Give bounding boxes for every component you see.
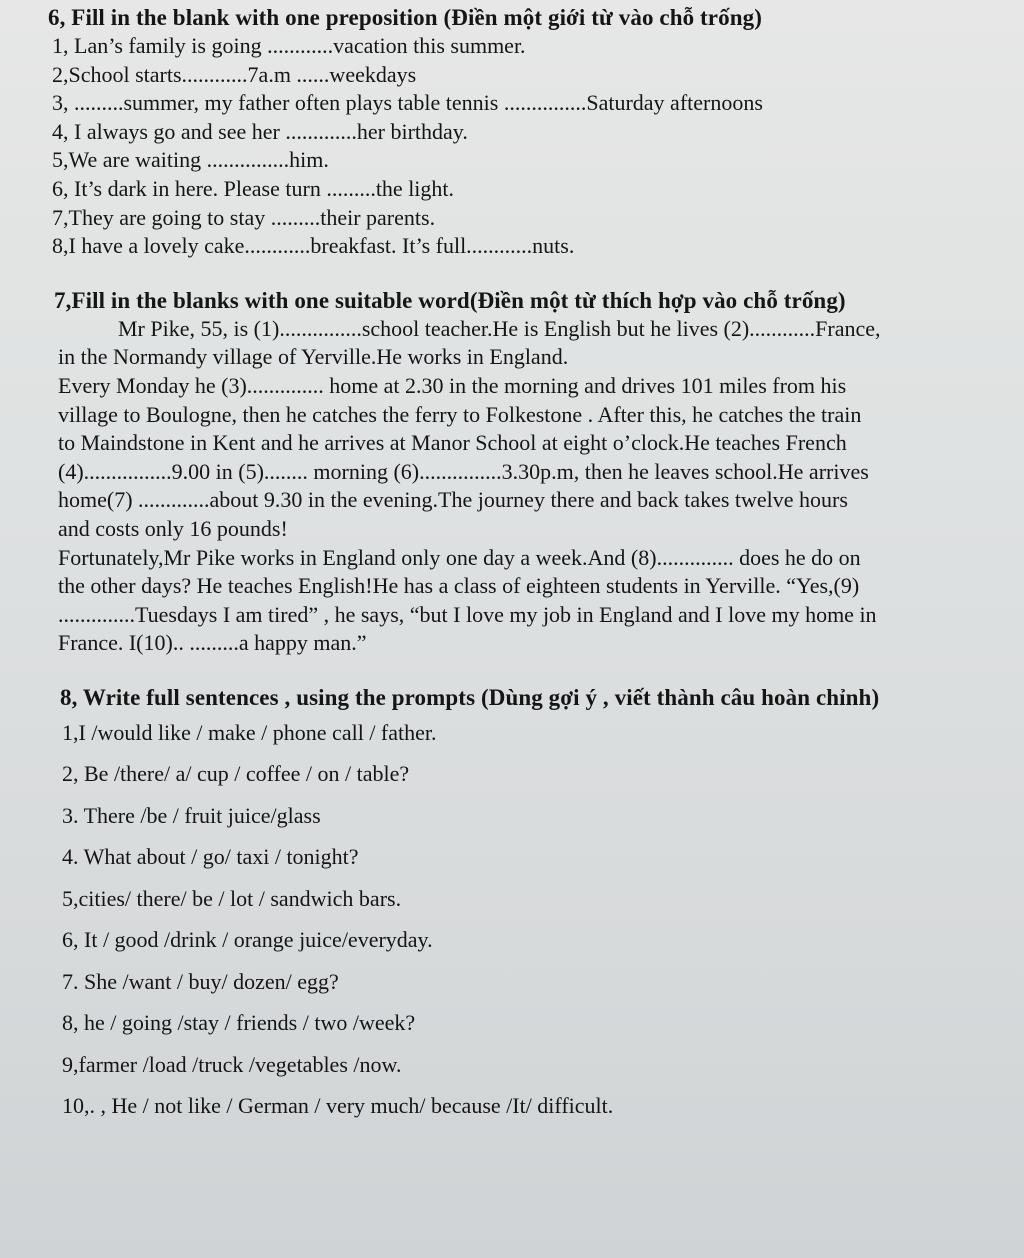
section-8-full-sentences	[46, 684, 996, 1127]
passage-line: home(7) .............about 9.30 in the evening.The journey there and back takes twelve hours	[58, 487, 848, 513]
passage-line: Mr Pike, 55, is (1)...............school teacher.He is English but he lives (2)............France,	[118, 315, 881, 341]
exercise-8-item: 7. She /want / buy/ dozen/ egg?	[62, 968, 339, 994]
section-6-title: 6, Fill in the blank with one preposition (Điền một giới từ vào chỗ trống)	[48, 5, 762, 30]
exercise-8-item: 5,cities/ there/ be / lot / sandwich bars.	[62, 885, 402, 911]
exercise-6-item: 3, .........summer, my father often plays table tennis ...............Saturday afternoons	[52, 90, 763, 116]
cloze-passage	[58, 315, 998, 658]
section-7-title: 7,Fill in the blanks with one suitable word(Điền một từ thích hợp vào chỗ trống)	[54, 287, 846, 313]
passage-line: and costs only 16 pounds!	[58, 515, 288, 541]
section-8-title: 8, Write full sentences , using the prompts (Dùng gợi ý , viết thành câu hoàn chỉnh)	[60, 684, 880, 710]
passage-line: Every Monday he (3).............. home at 2.30 in the morning and drives 101 miles from his	[58, 372, 847, 398]
passage-line: ..............Tuesdays I am tired” , he says, “but I love my job in England and I love my home in	[58, 601, 877, 627]
passage-line: the other days? He teaches English!He has a class of eighteen students in Yerville. “Yes,(9)	[58, 573, 860, 599]
passage-line: in the Normandy village of Yerville.He works in England.	[58, 344, 569, 370]
exercise-6-item: 1, Lan’s family is going ............vacation this summer.	[52, 33, 526, 58]
passage-line: to Maindstone in Kent and he arrives at Manor School at eight o’clock.He teaches French	[58, 430, 847, 456]
exercise-8-item: 6, It / good /drink / orange juice/everyday.	[62, 927, 433, 953]
exercise-8-item: 2, Be /there/ a/ cup / coffee / on / table?	[62, 761, 410, 787]
exercise-6-item: 8,I have a lovely cake............breakfast. It’s full............nuts.	[52, 233, 575, 259]
exercise-8-item: 9,farmer /load /truck /vegetables /now.	[62, 1051, 402, 1077]
exercise-6-item: 5,We are waiting ...............him.	[52, 147, 329, 173]
exercise-8-item: 10,. , He / not like / German / very much/ because /It/ difficult.	[62, 1093, 614, 1119]
exercise-8-item: 3. There /be / fruit juice/glass	[62, 802, 321, 828]
section-7-cloze	[46, 287, 996, 658]
passage-line: village to Boulogne, then he catches the ferry to Folkestone . After this, he catches the train	[58, 401, 862, 427]
exercise-8-item: 1,I /would like / make / phone call / father.	[62, 719, 437, 745]
passage-line: France. I(10).. .........a happy man.”	[58, 630, 367, 656]
exercise-8-item: 8, he / going /stay / friends / two /week?	[62, 1010, 416, 1036]
section-6-prepositions	[46, 0, 996, 261]
passage-line: Fortunately,Mr Pike works in England only one day a week.And (8).............. does he do on	[58, 544, 861, 570]
exercise-8-item: 4. What about / go/ taxi / tonight?	[62, 844, 359, 870]
exercise-6-item: 6, It’s dark in here. Please turn .........the light.	[52, 175, 455, 201]
passage-line: (4)................9.00 in (5)........ morning (6)...............3.30p.m, then he leaves school.He arrives	[58, 458, 869, 484]
exercise-6-item: 7,They are going to stay .........their parents.	[52, 204, 436, 230]
exercise-6-item: 4, I always go and see her .............her birthday.	[52, 118, 468, 144]
exercise-6-item: 2,School starts............7a.m ......weekdays	[52, 61, 417, 87]
